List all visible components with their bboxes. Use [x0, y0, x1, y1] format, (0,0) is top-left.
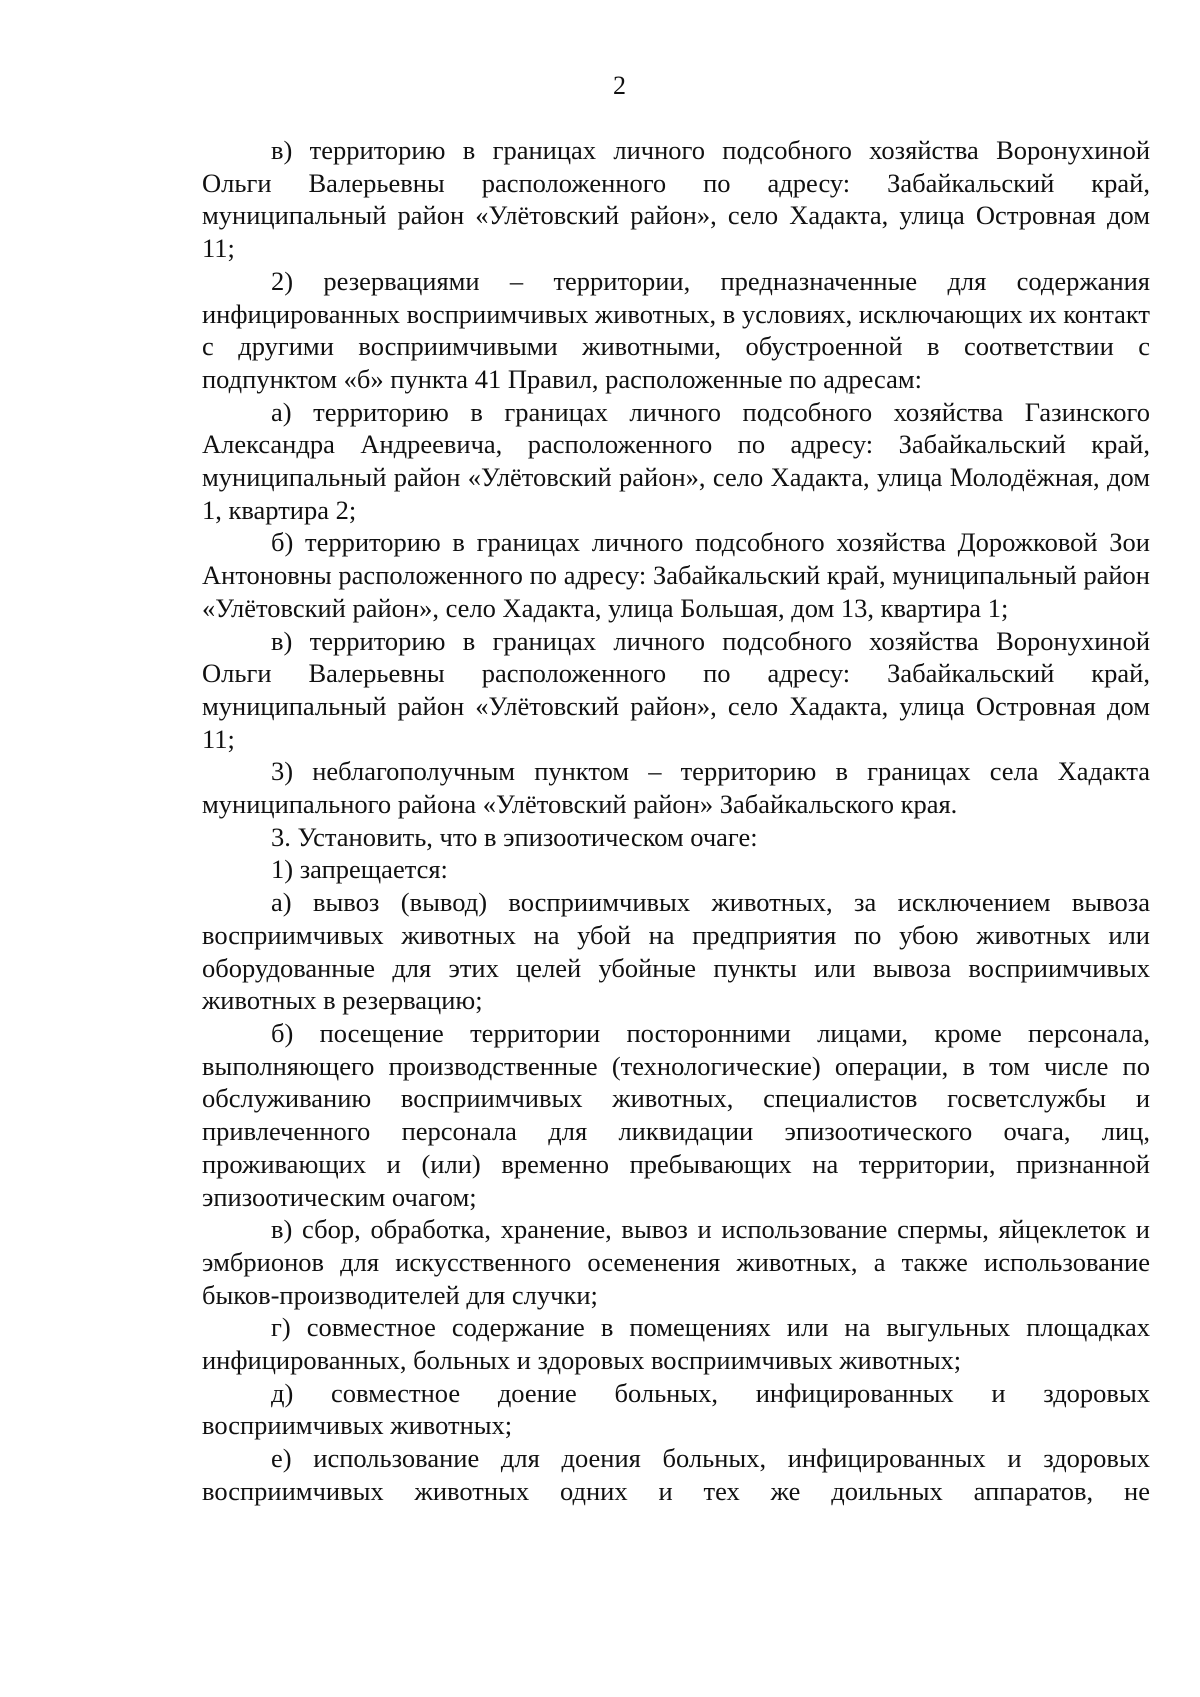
paragraph-prohibition-b: б) посещение территории посторонними лицами, кроме персонала, выполняющего производственные (технологические) операции, в том числе по обслуживанию восприимчивых животных, специалистов госветслужбы и привлеченного персонала для ликвидации эпизоотического очага, лиц, проживающих и (или) временно пребывающих на территории, признанной эпизоотическим очагом;	[202, 1017, 1150, 1212]
paragraph-item-b-dorozhkova: б) территорию в границах личного подсобного хозяйства Дорожковой Зои Антоновны расположенного по адресу: Забайкальский край, муниципальный район «Улётовский район», село Хадакта, улица Большая, дом 13, квартира 1;	[202, 527, 1150, 623]
paragraph-reservations: 2) резервациями – территории, предназначенные для содержания инфицированных восприимчивых животных, в условиях, исключающих их контакт с другими восприимчивыми животными, обустроенной в соответствии с подпунктом «б» пункта 41 Правил, расположенные по адресам:	[202, 265, 1150, 394]
paragraph-prohibition-d: д) совместное доение больных, инфицированных и здоровых восприимчивых животных;	[202, 1377, 1150, 1441]
document-body	[202, 134, 1150, 1508]
paragraph-item-v-voronukhina-1: в) территорию в границах личного подсобного хозяйства Воронухиной Ольги Валерьевны расположенного по адресу: Забайкальский край, муниципальный район «Улётовский район», село Хадакта, улица Островная дом 11;	[202, 135, 1150, 264]
paragraph-item-v-voronukhina-2: в) территорию в границах личного подсобного хозяйства Воронухиной Ольги Валерьевны расположенного по адресу: Забайкальский край, муниципальный район «Улётовский район», село Хадакта, улица Островная дом 11;	[202, 625, 1150, 754]
paragraph-prohibition-g: г) совместное содержание в помещениях или на выгульных площадках инфицированных, больных и здоровых восприимчивых животных;	[202, 1312, 1150, 1376]
paragraph-unfavorable-point: 3) неблагополучным пунктом – территорию в границах села Хадакта муниципального района «Улётовский район» Забайкальского края.	[202, 756, 1150, 820]
paragraph-item-a-gazinsky: а) территорию в границах личного подсобного хозяйства Газинского Александра Андреевича, расположенного по адресу: Забайкальский край, муниципальный район «Улётовский район», село Хадакта, улица Молодёжная, дом 1, квартира 2;	[202, 396, 1150, 525]
paragraph-prohibition-a: а) вывоз (вывод) восприимчивых животных, за исключением вывоза восприимчивых животных на убой на предприятия по убою животных или оборудованные для этих целей убойные пункты или вывоза восприимчивых животных в резервацию;	[202, 887, 1150, 1016]
page-number: 2	[613, 71, 626, 100]
paragraph-prohibition-v: в) сбор, обработка, хранение, вывоз и использование спермы, яйцеклеток и эмбрионов для искусственного осеменения животных, а также использование быков-производителей для случки;	[202, 1214, 1150, 1310]
paragraph-prohibition-e: е) использование для доения больных, инфицированных и здоровых восприимчивых животных одних и тех же доильных аппаратов, не	[202, 1443, 1150, 1506]
paragraph-section-3-heading: 3. Установить, что в эпизоотическом очаге:	[271, 821, 758, 852]
paragraph-prohibited: 1) запрещается:	[271, 854, 448, 885]
